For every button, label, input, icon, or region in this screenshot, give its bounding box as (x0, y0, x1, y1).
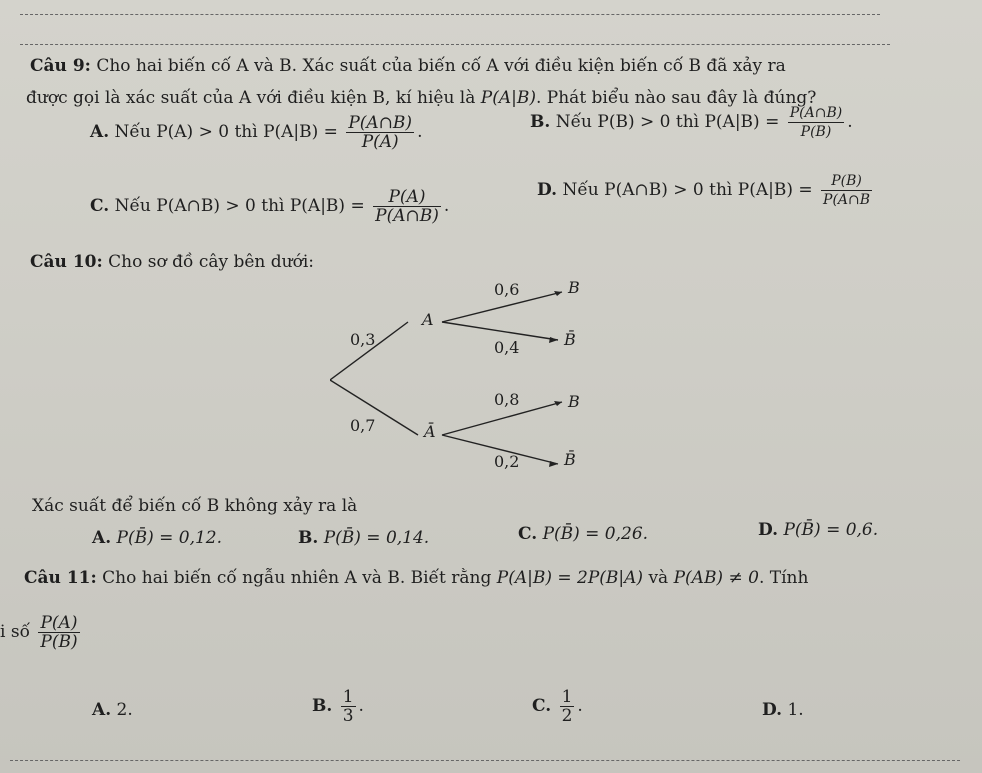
q10-option-a[interactable] (92, 528, 222, 548)
numerator: P(A) (38, 614, 79, 633)
denominator: P(B) (40, 632, 78, 652)
option-end: . (358, 696, 364, 716)
option-text: P(B̄) = 0,14. (323, 528, 430, 548)
q9-option-b[interactable] (530, 104, 853, 141)
numerator: 1 (561, 687, 573, 707)
option-text: P(B̄) = 0,6. (783, 520, 879, 540)
option-text: P(B̄) = 0,12. (116, 528, 223, 548)
prob-b-given-a: 0,6 (494, 280, 520, 299)
node-bbar-1: B̄ (564, 330, 576, 349)
node-a: A (422, 310, 434, 329)
option-label: A. (92, 528, 112, 548)
option-label: A. (90, 122, 110, 142)
denominator: 2 (561, 706, 573, 726)
q9-option-a[interactable] (90, 114, 422, 151)
option-condition: Nếu P(B) > 0 thì P(A|B) = (555, 112, 780, 132)
tree-lines (330, 270, 620, 480)
denominator: P(A) (361, 132, 399, 152)
arrow-head (549, 461, 558, 467)
option-condition: Nếu P(A) > 0 thì P(A|B) = (114, 122, 338, 142)
option-text: 2. (116, 700, 133, 720)
numerator: P(A∩B) (348, 113, 413, 133)
q10-option-c[interactable] (518, 524, 648, 544)
q11-option-b[interactable] (312, 688, 364, 725)
denominator: 3 (342, 706, 354, 726)
node-b-2: B (568, 392, 580, 411)
numerator: 1 (342, 687, 354, 707)
q11-option-d[interactable] (762, 700, 804, 720)
fraction (373, 188, 441, 225)
fraction (788, 104, 844, 141)
option-label: B. (312, 696, 333, 716)
option-label: C. (532, 696, 552, 716)
q11-line2 (0, 614, 83, 651)
q9-title: Câu 9: (30, 56, 91, 76)
q9-text2c: . Phát biểu nào sau đây là đúng? (535, 88, 817, 108)
fraction (560, 688, 575, 725)
q11-text2: i số (0, 622, 30, 642)
prob-b-given-abar: 0,8 (494, 390, 520, 409)
numerator: P(A∩B) (789, 105, 843, 121)
option-label: C. (518, 524, 538, 544)
q10-line1 (30, 252, 314, 272)
denominator: P(A∩B (823, 192, 871, 208)
option-end: . (417, 122, 423, 142)
q9-option-c[interactable] (90, 188, 449, 225)
q9-text2a: được gọi là xác suất của A với điều kiện B, kí hiệu là (26, 88, 476, 108)
q10-text: Cho sơ đồ cây bên dưới: (108, 252, 315, 272)
option-end: . (443, 196, 450, 216)
option-text: 1. (787, 700, 804, 720)
prob-abar: 0,7 (350, 416, 376, 435)
q9-text1: Cho hai biến cố A và B. Xác suất của biến cố A với điều kiện biến cố B đã xảy ra (96, 56, 786, 76)
q10-question: Xác suất để biến cố B không xảy ra là (32, 496, 358, 516)
top-divider (20, 14, 880, 15)
q11-line1 (24, 568, 808, 588)
fraction (821, 172, 872, 209)
q11-text1d: P(AB) ≠ 0 (673, 568, 759, 588)
q11-title: Câu 11: (24, 568, 97, 588)
numerator: P(A) (373, 188, 441, 207)
q9-line1 (30, 56, 786, 76)
q11-text1b: P(A|B) = 2P(B|A) (496, 568, 644, 588)
q11-text1a: Cho hai biến cố ngẫu nhiên A và B. Biết rằng (102, 568, 492, 588)
node-bbar-2: B̄ (564, 450, 576, 469)
q11-option-c[interactable] (532, 688, 583, 725)
prob-bbar-given-abar: 0,2 (494, 452, 520, 471)
top-divider-2 (20, 44, 890, 45)
option-label: B. (298, 528, 319, 548)
q10-title: Câu 10: (30, 252, 103, 272)
option-end: . (847, 112, 853, 132)
option-label: D. (537, 180, 558, 200)
q11-text1e: . Tính (758, 568, 809, 588)
q10-option-b[interactable] (298, 528, 429, 548)
q11-text1c: và (648, 568, 669, 588)
probability-tree (330, 270, 620, 480)
q9-option-d[interactable] (537, 172, 875, 209)
prob-a: 0,3 (350, 330, 376, 349)
option-end: . (577, 696, 583, 716)
node-b-1: B (568, 278, 580, 297)
q10-option-d[interactable] (758, 520, 878, 540)
option-label: C. (90, 196, 110, 216)
option-text: P(B̄) = 0,26. (542, 524, 649, 544)
denominator: P(A∩B) (375, 206, 439, 226)
fraction (341, 688, 356, 725)
q11-option-a[interactable] (92, 700, 133, 720)
option-label: A. (92, 700, 112, 720)
q9-text2b: P(A|B) (480, 88, 536, 108)
option-condition: Nếu P(A∩B) > 0 thì P(A|B) = (562, 180, 813, 200)
option-label: D. (762, 700, 783, 720)
ratio-fraction (38, 614, 79, 651)
prob-bbar-given-a: 0,4 (494, 338, 520, 357)
arrow-head (549, 337, 558, 343)
option-label: D. (758, 520, 779, 540)
fraction (346, 114, 414, 151)
bottom-divider (10, 760, 960, 761)
option-condition: Nếu P(A∩B) > 0 thì P(A|B) = (114, 196, 365, 216)
option-label: B. (530, 112, 551, 132)
denominator: P(B) (800, 124, 832, 140)
node-abar: Ā (424, 422, 436, 441)
numerator: P(B) (821, 172, 872, 191)
